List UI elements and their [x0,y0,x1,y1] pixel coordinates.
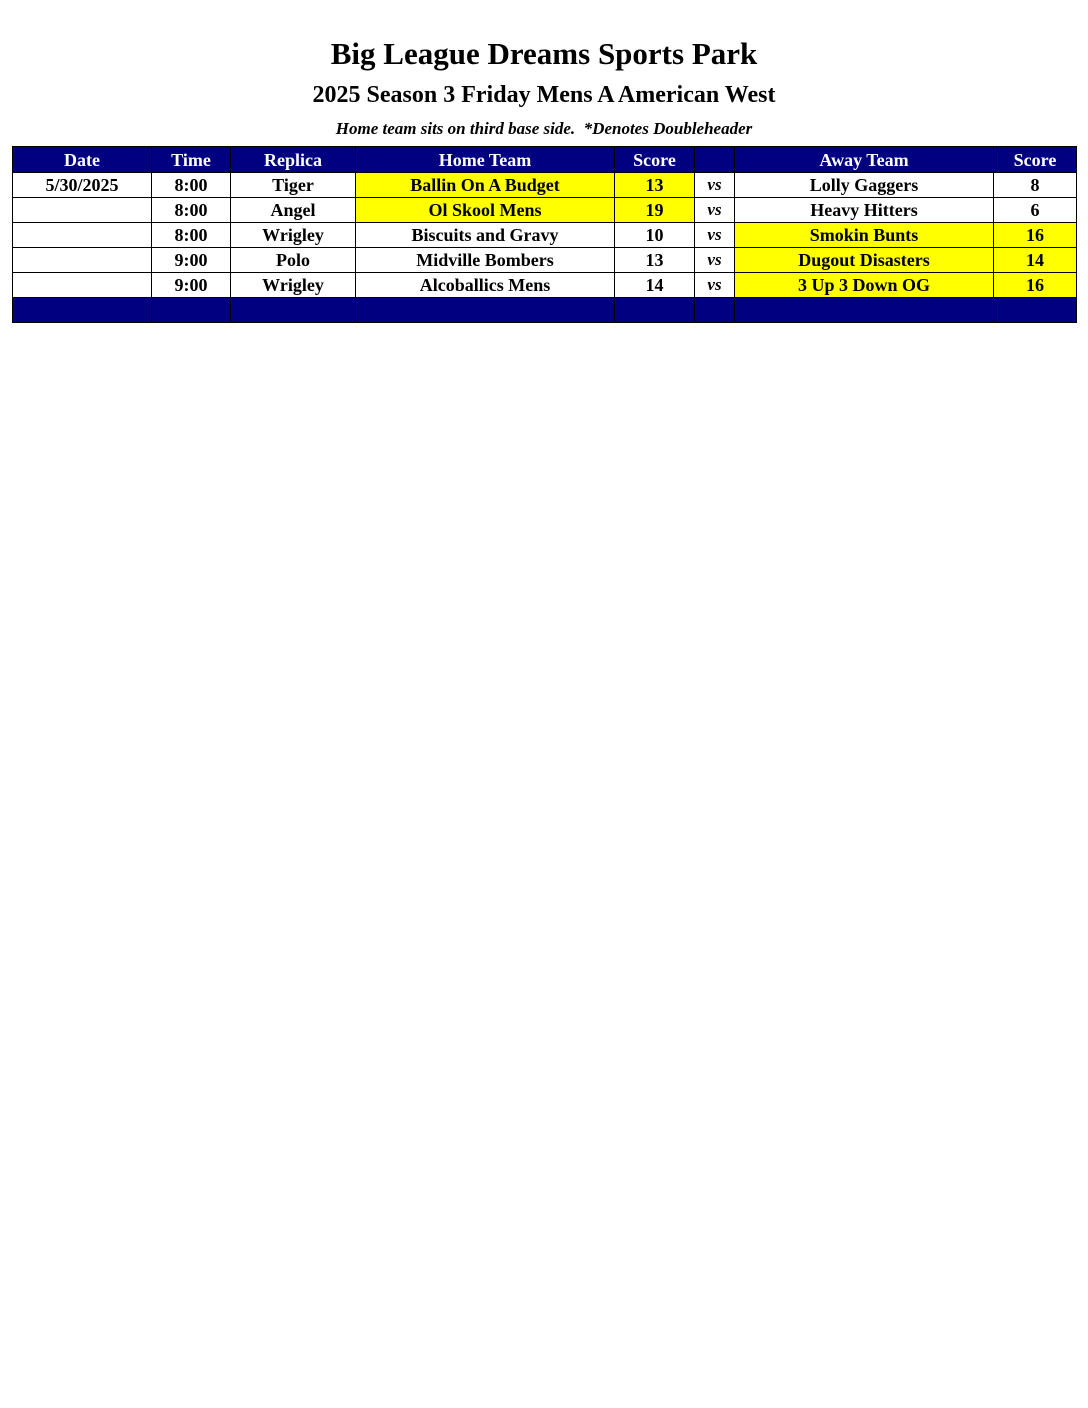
table-header-row [13,147,1077,173]
column-header-time: Time [152,147,231,173]
column-header-home-score: Score [615,147,695,173]
cell-time: 8:00 [152,173,231,198]
cell-home-team: Alcoballics Mens [356,273,615,298]
cell-vs: vs [695,198,735,223]
cell-vs: vs [695,173,735,198]
cell-away-team: 3 Up 3 Down OG [735,273,994,298]
cell-replica: Wrigley [231,223,356,248]
cell-vs: vs [695,223,735,248]
footer-cell [994,298,1077,323]
cell-vs: vs [695,248,735,273]
column-header-date: Date [13,147,152,173]
cell-replica: Wrigley [231,273,356,298]
schedule-body [13,173,1077,323]
cell-replica: Tiger [231,173,356,198]
cell-date: 5/30/2025 [13,173,152,198]
cell-away-team: Lolly Gaggers [735,173,994,198]
cell-replica: Polo [231,248,356,273]
cell-away-score: 6 [994,198,1077,223]
cell-date [13,273,152,298]
cell-time: 8:00 [152,198,231,223]
cell-vs: vs [695,273,735,298]
footer-cell [13,298,152,323]
column-header-away-score: Score [994,147,1077,173]
column-header-home-team: Home Team [356,147,615,173]
cell-home-score: 10 [615,223,695,248]
cell-date [13,248,152,273]
table-row [13,223,1077,248]
cell-home-score: 13 [615,248,695,273]
footer-cell [152,298,231,323]
cell-home-score: 14 [615,273,695,298]
table-row [13,173,1077,198]
cell-away-score: 8 [994,173,1077,198]
cell-home-team: Biscuits and Gravy [356,223,615,248]
table-row [13,248,1077,273]
cell-home-team: Ballin On A Budget [356,173,615,198]
doubleheader-note: Home team sits on third base side. *Denotes Doubleheader [335,119,753,138]
footer-cell [695,298,735,323]
footer-cell [615,298,695,323]
cell-away-team: Dugout Disasters [735,248,994,273]
page-title: Big League Dreams Sports Park [330,36,758,71]
table-footer-row [13,298,1077,323]
column-header-replica: Replica [231,147,356,173]
cell-home-team: Ol Skool Mens [356,198,615,223]
footer-cell [735,298,994,323]
page-subtitle: 2025 Season 3 Friday Mens A American West [312,82,776,108]
cell-home-team: Midville Bombers [356,248,615,273]
cell-date [13,223,152,248]
cell-replica: Angel [231,198,356,223]
table-row [13,273,1077,298]
column-header-vs [695,147,735,173]
cell-date [13,198,152,223]
cell-away-score: 16 [994,273,1077,298]
cell-away-team: Smokin Bunts [735,223,994,248]
column-header-away-team: Away Team [735,147,994,173]
cell-home-score: 19 [615,198,695,223]
table-row [13,198,1077,223]
footer-cell [231,298,356,323]
cell-time: 9:00 [152,273,231,298]
footer-cell [356,298,615,323]
cell-home-score: 13 [615,173,695,198]
cell-away-score: 14 [994,248,1077,273]
schedule-table [12,146,1077,323]
cell-time: 9:00 [152,248,231,273]
cell-away-score: 16 [994,223,1077,248]
cell-time: 8:00 [152,223,231,248]
cell-away-team: Heavy Hitters [735,198,994,223]
